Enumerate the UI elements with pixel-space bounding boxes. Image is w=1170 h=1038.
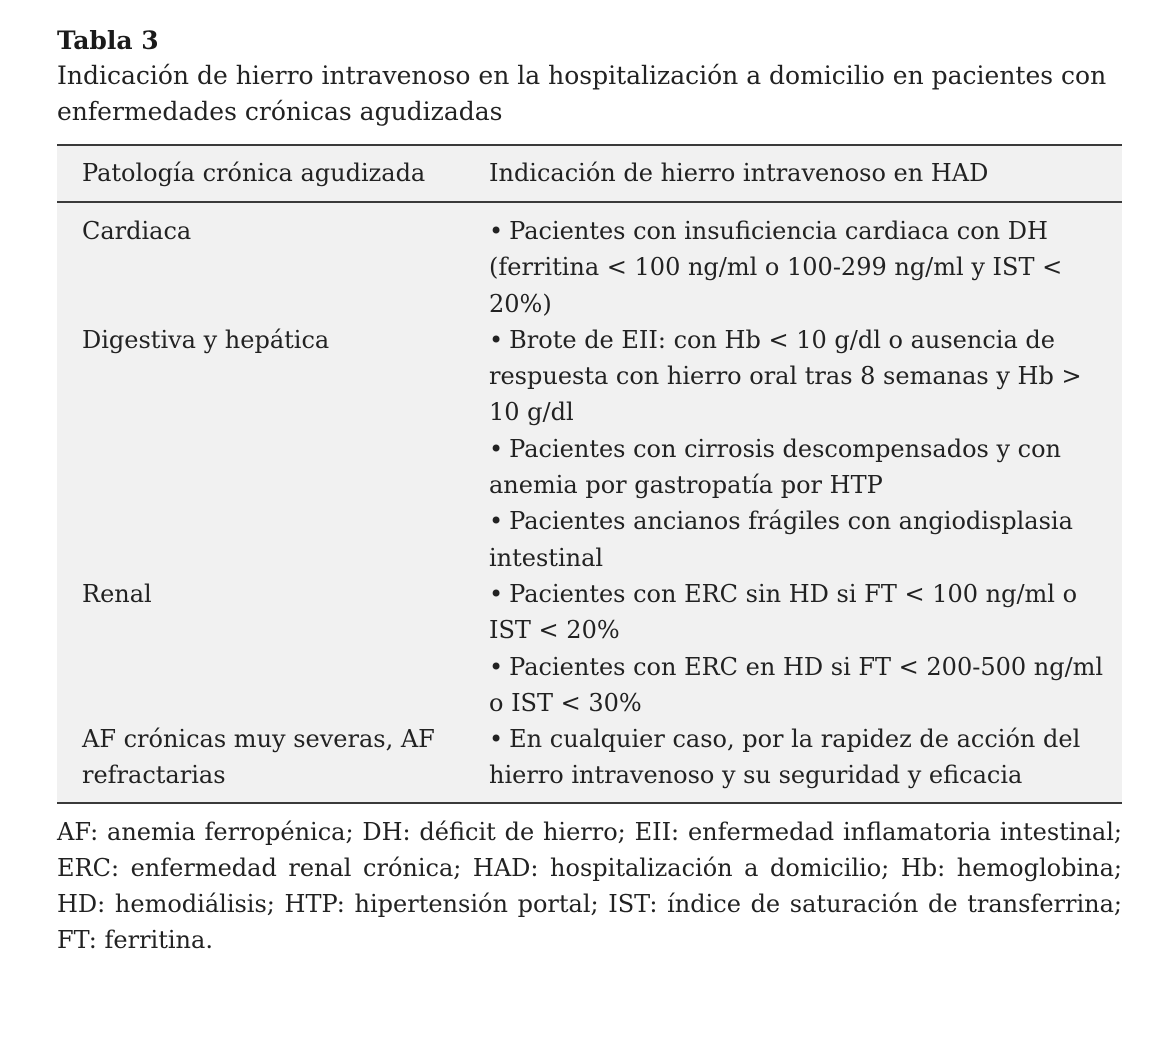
data-table bbox=[57, 144, 1122, 804]
indication-item: • Pacientes con ERC en HD si FT < 200-500 ng/ml o IST < 30% bbox=[489, 649, 1112, 722]
table-label: Tabla 3 bbox=[57, 26, 159, 55]
table-row bbox=[57, 576, 1122, 721]
indication-item: • Pacientes con cirrosis descompensados y con anemia por gastropatía por HTP bbox=[489, 431, 1112, 504]
indication-cell bbox=[489, 202, 1122, 322]
pathology-cell: AF crónicas muy severas, AF refractarias bbox=[82, 725, 435, 790]
indication-cell bbox=[489, 576, 1122, 721]
indication-item: • Brote de EII: con Hb < 10 g/dl o ausencia de respuesta con hierro oral tras 8 semanas y Hb > 10 g/dl bbox=[489, 322, 1112, 431]
indication-item: • En cualquier caso, por la rapidez de acción del hierro intravenoso y su seguridad y eficacia bbox=[489, 721, 1112, 794]
table-title: Indicación de hierro intravenoso en la hospitalización a domicilio en pacientes con enfermedades crónicas agudizadas bbox=[57, 61, 1107, 126]
indication-item: • Pacientes ancianos frágiles con angiodisplasia intestinal bbox=[489, 503, 1112, 576]
table-row bbox=[57, 322, 1122, 576]
pathology-cell: Renal bbox=[82, 579, 152, 608]
table-footnote: AF: anemia ferropénica; DH: déficit de hierro; EII: enfermedad inflamatoria intestinal; ERC: enfermedad renal crónica; HAD: hospitalización a domicilio; Hb: hemoglobina; HD: hemodiálisis; HTP: hipertensión portal; IST: índice de saturación de transferrina; FT: ferritina. bbox=[57, 817, 1122, 954]
table-row bbox=[57, 721, 1122, 803]
document-page bbox=[57, 26, 1122, 958]
pathology-cell: Cardiaca bbox=[82, 217, 192, 245]
table-row bbox=[57, 202, 1122, 322]
indication-item: • Pacientes con insuficiencia cardiaca con DH (ferritina < 100 ng/ml o 100-299 ng/ml y IST < 20%) bbox=[489, 213, 1112, 322]
table-header-row bbox=[57, 145, 1122, 202]
indication-cell bbox=[489, 322, 1122, 576]
column-header-pathology: Patología crónica agudizada bbox=[57, 145, 489, 202]
indication-cell bbox=[489, 721, 1122, 803]
pathology-cell: Digestiva y hepática bbox=[82, 325, 330, 354]
column-header-indication: Indicación de hierro intravenoso en HAD bbox=[489, 145, 1122, 202]
indication-item: • Pacientes con ERC sin HD si FT < 100 ng/ml o IST < 20% bbox=[489, 576, 1112, 649]
